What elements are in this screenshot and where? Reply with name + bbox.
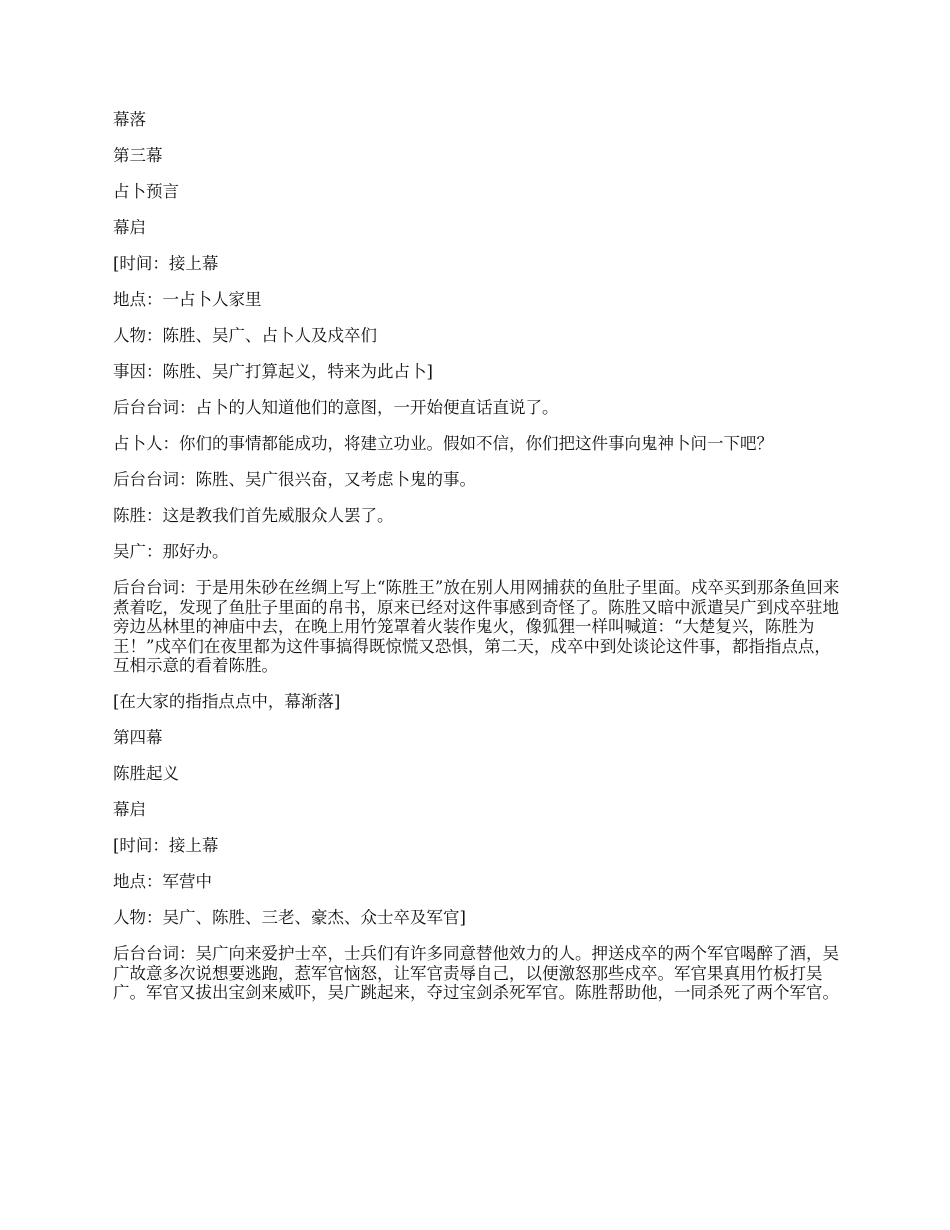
text-paragraph: 第四幕: [113, 728, 163, 747]
text-paragraph: 第三幕: [113, 146, 163, 165]
text-paragraph: 幕落: [113, 110, 146, 129]
text-paragraph: 幕启: [113, 800, 146, 819]
text-paragraph: 后台台词：于是用朱砂在丝绸上写上“陈胜王”放在别人用网捕获的鱼肚子里面。戍卒买到那条鱼回来煮着吃，发现了鱼肚子里面的帛书，原来已经对这件事感到奇怪了。陈胜又暗中派遣吴广到戍卒驻地旁边丛林里的神庙中去，在晚上用竹笼罩着火装作鬼火，像狐狸一样叫喊道：“大楚复兴，陈胜为王！”戍卒们在夜里都为这件事搞得既惊慌又恐惧，第二天，戍卒中到处谈论这件事，都指指点点，互相示意的看着陈胜。: [113, 578, 840, 675]
text-paragraph: 人物：陈胜、吴广、占卜人及戍卒们: [113, 326, 377, 345]
text-paragraph: 陈胜：这是教我们首先威服众人罢了。: [113, 506, 394, 525]
text-paragraph: 事因：陈胜、吴广打算起义，特来为此占卜]: [113, 362, 433, 381]
text-paragraph: 陈胜起义: [113, 764, 179, 783]
text-paragraph: 后台台词：吴广向来爱护士卒，士兵们有许多同意替他效力的人。押送戍卒的两个军官喝醉了酒，吴广故意多次说想要逃跑，惹军官恼怒，让军官责辱自己，以便激怒那些戍卒。军官果真用竹板打吴广。军官又拔出宝剑来威吓，吴广跳起来，夺过宝剑杀死军官。陈胜帮助他，一同杀死了两个军官。: [113, 944, 839, 1002]
text-paragraph: 后台台词：占卜的人知道他们的意图，一开始便直话直说了。: [113, 398, 559, 417]
text-paragraph: 占卜预言: [113, 182, 179, 201]
text-paragraph: 幕启: [113, 218, 146, 237]
text-paragraph: [在大家的指指点点中，幕渐落]: [113, 692, 341, 711]
text-paragraph: 人物：吴广、陈胜、三老、豪杰、众士卒及军官]: [113, 908, 466, 927]
document-body: [113, 110, 841, 1019]
text-paragraph: 后台台词：陈胜、吴广很兴奋，又考虑卜鬼的事。: [113, 470, 476, 489]
text-paragraph: 占卜人：你们的事情都能成功，将建立功业。假如不信，你们把这件事向鬼神卜问一下吧？: [113, 434, 773, 453]
text-paragraph: [时间：接上幕: [113, 836, 219, 855]
text-paragraph: 地点：军营中: [113, 872, 212, 891]
text-paragraph: [时间：接上幕: [113, 254, 219, 273]
text-paragraph: 地点：一占卜人家里: [113, 290, 262, 309]
text-paragraph: 吴广：那好办。: [113, 542, 229, 561]
